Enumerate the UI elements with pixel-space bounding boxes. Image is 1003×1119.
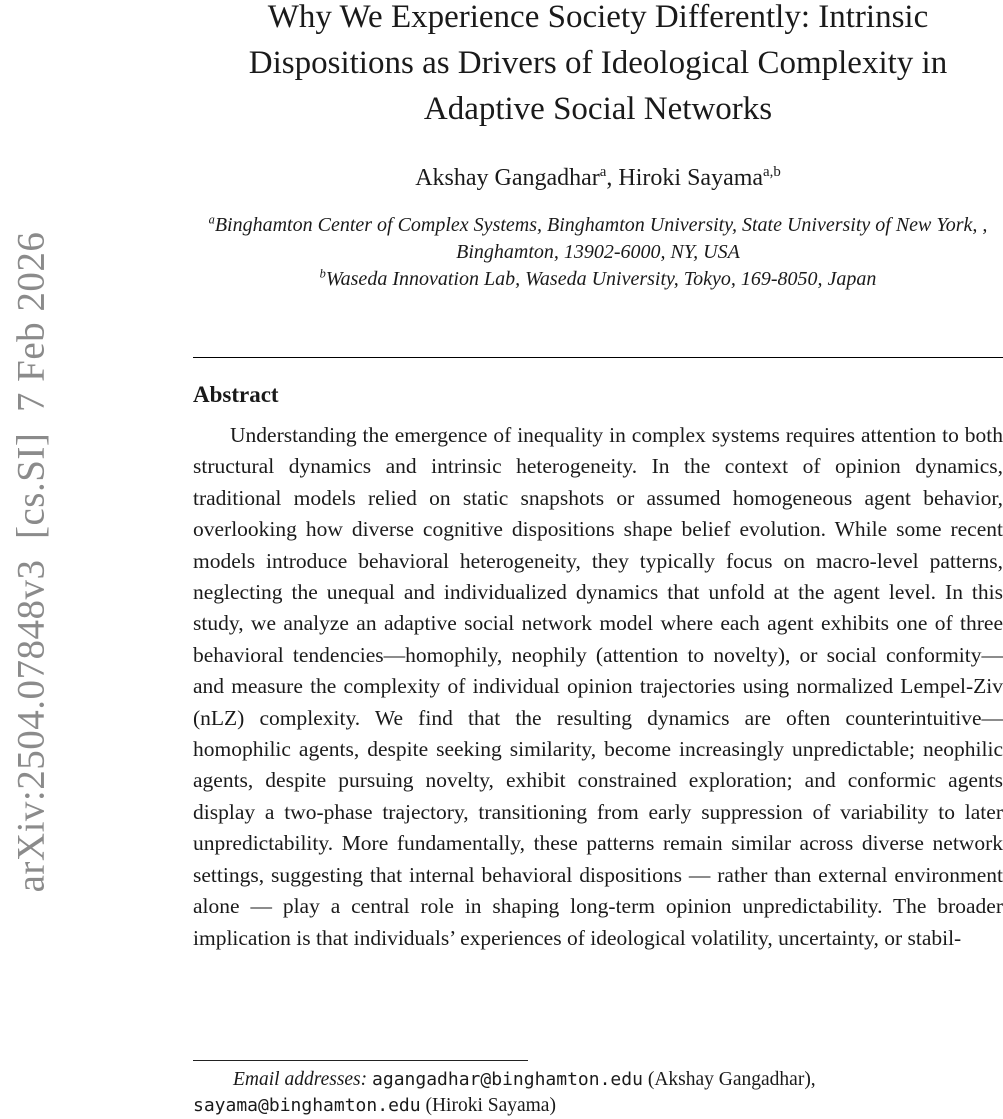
authors-separator: , bbox=[606, 165, 619, 191]
affiliation-a bbox=[193, 212, 1003, 266]
abstract-top-rule bbox=[193, 357, 1003, 358]
paper-title: Why We Experience Society Differently: Intrinsic Dispositions as Drivers of Ideological Complexity in Adaptive Social Networks bbox=[248, 0, 948, 127]
main-column bbox=[193, 0, 1003, 954]
author-1-name: Akshay Gangadhar bbox=[415, 165, 600, 191]
email-1-owner: (Akshay Gangadhar), bbox=[642, 1069, 816, 1090]
footnote-email-addresses bbox=[193, 1067, 1003, 1119]
affiliation-a-mark: a bbox=[208, 212, 215, 227]
authors-line bbox=[193, 162, 1003, 194]
email-addresses-label: Email addresses: bbox=[233, 1069, 373, 1090]
abstract-heading: Abstract bbox=[193, 382, 279, 407]
author-2-name: Hiroki Sayama bbox=[618, 165, 764, 191]
affiliation-b bbox=[193, 266, 1003, 293]
author-2-affiliation-mark: a,b bbox=[763, 164, 781, 180]
footnote-rule bbox=[193, 1060, 528, 1061]
affiliation-b-mark: b bbox=[319, 266, 326, 281]
email-2-owner: (Hiroki Sayama) bbox=[420, 1095, 556, 1116]
email-address-2: sayama@binghamton.edu bbox=[193, 1095, 421, 1116]
affiliations-block bbox=[193, 212, 1003, 293]
author-1-affiliation-mark: a bbox=[599, 164, 607, 180]
arxiv-watermark: arXiv:2504.07848v3 [cs.SI] 7 Feb 2026 bbox=[9, 231, 53, 893]
email-address-1: agangadhar@binghamton.edu bbox=[372, 1069, 643, 1090]
affiliation-b-text: Waseda Innovation Lab, Waseda University, Tokyo, 169-8050, Japan bbox=[325, 268, 877, 290]
footnote-block bbox=[193, 1060, 1003, 1119]
abstract-text: Understanding the emergence of inequality in complex systems requires attention to both structural dynamics and intrinsic heterogeneity. In the context of opinion dynamics, traditional models relied on static snapshots or assumed homogeneous agent behavior, overlooking how diverse cognitive dispositions shape belief evolution. While some recent models introduce behavioral heterogeneity, they typically focus on macro-level patterns, neglecting the unequal and individualized dynamics that unfold at the agent level. In this study, we analyze an adaptive social network model where each agent exhibits one of three behavioral tendencies—homophily, neophily (attention to novelty), or social conformity—and measure the complexity of individual opinion trajectories using normalized Lempel-Ziv (nLZ) complexity. We find that the resulting dynamics are often counterintuitive—homophilic agents, despite seeking similarity, become increasingly unpredictable; neophilic agents, despite pursuing novelty, exhibit constrained exploration; and conformic agents display a two-phase trajectory, transitioning from early suppression of variability to later unpredictability. More fundamentally, these patterns remain similar across diverse network settings, suggesting that internal behavioral dispositions — rather than external environment alone — play a central role in shaping long-term opinion unpredictability. The broader implication is that individuals’ experiences of ideological volatility, uncertainty, or stabil- bbox=[193, 423, 1003, 950]
affiliation-a-text: Binghamton Center of Complex Systems, Binghamton University, State University of New York, , Binghamton, 13902-6000, NY, USA bbox=[214, 214, 988, 263]
